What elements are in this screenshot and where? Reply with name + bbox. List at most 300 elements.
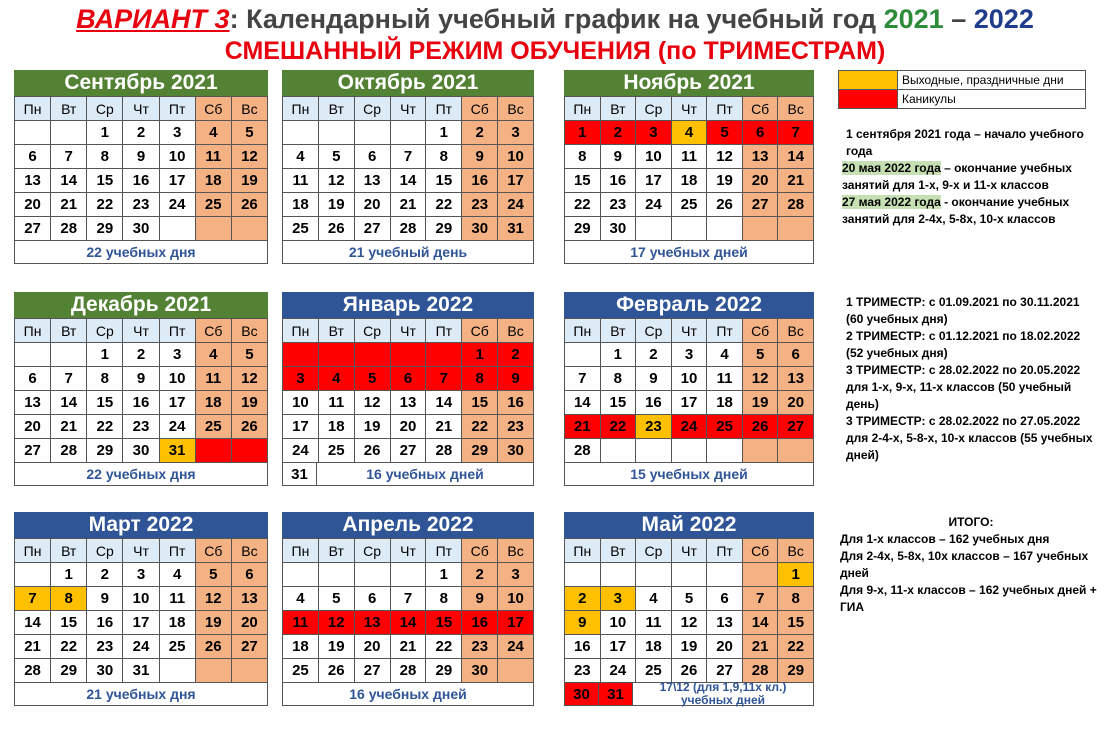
month-days [282,96,534,241]
legend-swatch-vacation [839,90,898,108]
day-cell: 15 [426,169,462,193]
trimester-3b: 3 ТРИМЕСТР: с 28.02.2022 по 27.05.2022 для 2-4-х, 5-8-х, 10-х классов (55 учебных дней) [846,414,1093,462]
day-cell: 5 [672,587,708,611]
day-cell: 25 [707,415,743,439]
weekday-header: Сб [462,97,498,121]
weekday-header: Вт [319,319,355,343]
day-cell: 19 [232,169,268,193]
month-footer [564,463,814,486]
day-cell: 1 [426,563,462,587]
day-cell: 7 [391,145,427,169]
title-text: Календарный учебный график на учебный год [246,4,877,34]
day-cell: 8 [565,145,601,169]
day-cell: 7 [391,587,427,611]
day-cell: 14 [51,391,87,415]
day-cell: 30 [87,659,123,683]
study-days-count: 16 учебных дней [349,686,467,702]
weekday-header: Ср [355,319,391,343]
day-cell: 18 [707,391,743,415]
day-cell: 29 [87,217,123,241]
day-cell: 31 [123,659,159,683]
day-cell: 5 [319,587,355,611]
day-cell: 17 [160,391,196,415]
day-cell: 31 [498,217,534,241]
year-end: 2022 [973,4,1034,34]
day-cell: 4 [283,587,319,611]
day-cell: 20 [15,415,51,439]
weekday-header: Вс [778,319,814,343]
day-cell: 15 [462,391,498,415]
weekday-header: Вт [319,539,355,563]
page-title: ВАРИАНТ 3: Календарный учебный график на учебный год 2021 – 2022 [76,4,1034,34]
day-cell: 3 [601,587,637,611]
month-footer [282,463,534,486]
day-cell: 6 [15,367,51,391]
day-cell: 28 [51,217,87,241]
day-cell: 11 [196,145,232,169]
day-cell: 15 [87,391,123,415]
day-cell: 17 [636,169,672,193]
weekday-header: Вс [498,319,534,343]
day-cell: 15 [601,391,637,415]
day-cell: 26 [232,415,268,439]
day-cell: 3 [636,121,672,145]
month-days [564,538,814,683]
day-cell [498,659,534,683]
day-cell: 24 [123,635,159,659]
month-footer [14,241,268,264]
day-cell [232,217,268,241]
day-cell [636,563,672,587]
day-cell [391,121,427,145]
day-cell: 31 [160,439,196,463]
day-cell: 31 [599,683,633,705]
day-cell: 29 [87,439,123,463]
day-cell: 9 [123,367,159,391]
day-cell: 3 [160,121,196,145]
weekday-header: Сб [462,319,498,343]
day-cell: 26 [232,193,268,217]
month-days [282,318,534,463]
month-footer [282,241,534,264]
day-cell: 2 [87,563,123,587]
legend-swatch-holiday [839,71,898,89]
day-cell: 5 [232,121,268,145]
day-cell: 4 [283,145,319,169]
month-2 [282,70,534,264]
weekday-header: Ср [355,539,391,563]
weekday-header: Пн [15,319,51,343]
weekday-header: Вт [601,539,637,563]
day-cell: 5 [319,145,355,169]
day-cell: 10 [160,145,196,169]
weekday-header: Вт [51,319,87,343]
day-cell: 19 [707,169,743,193]
day-cell: 13 [15,391,51,415]
day-cell: 16 [636,391,672,415]
day-cell: 25 [283,659,319,683]
day-cell: 21 [391,193,427,217]
day-cell: 16 [498,391,534,415]
day-cell: 3 [283,367,319,391]
day-cell: 21 [15,635,51,659]
day-cell: 11 [707,367,743,391]
day-cell: 13 [743,145,779,169]
day-cell: 10 [123,587,159,611]
day-cell: 19 [672,635,708,659]
day-cell [426,343,462,367]
day-cell [391,563,427,587]
month-title: Октябрь 2021 [282,70,534,96]
day-cell: 17 [601,635,637,659]
day-cell: 19 [196,611,232,635]
day-cell: 5 [707,121,743,145]
day-cell [196,659,232,683]
day-cell [319,563,355,587]
month-5 [282,292,534,486]
day-cell: 29 [462,439,498,463]
day-cell [778,217,814,241]
day-cell [565,343,601,367]
day-cell: 13 [355,611,391,635]
weekday-header: Сб [196,97,232,121]
day-cell: 20 [355,193,391,217]
day-cell: 20 [743,169,779,193]
day-cell: 8 [51,587,87,611]
day-cell: 18 [319,415,355,439]
month-7 [14,512,268,706]
day-cell: 16 [123,391,159,415]
day-cell: 27 [778,415,814,439]
note-end-2: 27 мая 2022 года - окончание учебных занятий для 2-4х, 5-8х, 10-х классов [842,195,1070,226]
study-days-count: 17 учебных дней [630,244,748,260]
weekday-header: Пт [707,97,743,121]
day-cell: 28 [51,439,87,463]
day-cell: 1 [601,343,637,367]
day-cell: 12 [319,611,355,635]
day-cell: 29 [778,659,814,683]
day-cell [672,439,708,463]
day-cell [51,343,87,367]
weekday-header: Чт [672,319,708,343]
totals-line: Для 2-4х, 5-8х, 10х классов – 167 учебных дней [840,549,1089,580]
day-cell: 7 [743,587,779,611]
weekday-header: Пн [283,97,319,121]
weekday-header: Вс [232,319,268,343]
day-cell: 10 [672,367,708,391]
day-cell: 6 [707,587,743,611]
day-cell: 6 [15,145,51,169]
day-cell: 4 [196,343,232,367]
day-cell: 13 [15,169,51,193]
page-subtitle: СМЕШАННЫЙ РЕЖИМ ОБУЧЕНИЯ (по ТРИМЕСТРАМ) [224,37,886,65]
day-cell [283,343,319,367]
weekday-header: Вс [498,539,534,563]
day-cell: 24 [160,193,196,217]
day-cell [565,563,601,587]
day-cell: 19 [319,635,355,659]
day-cell: 14 [743,611,779,635]
day-cell [743,563,779,587]
day-cell: 2 [123,343,159,367]
variant-label: ВАРИАНТ 3 [76,4,230,34]
month-title: Март 2022 [14,512,268,538]
day-cell: 25 [196,415,232,439]
day-cell: 13 [391,391,427,415]
day-cell: 21 [51,193,87,217]
day-cell: 30 [565,683,599,705]
day-cell: 25 [319,439,355,463]
day-cell: 16 [462,169,498,193]
day-cell: 27 [355,659,391,683]
day-cell: 14 [778,145,814,169]
day-cell: 15 [51,611,87,635]
day-cell: 16 [123,169,159,193]
day-cell: 28 [743,659,779,683]
day-cell: 8 [87,145,123,169]
month-1 [14,70,268,264]
weekday-header: Вт [601,97,637,121]
day-cell: 14 [51,169,87,193]
day-cell: 2 [123,121,159,145]
day-cell: 22 [462,415,498,439]
day-cell: 27 [15,439,51,463]
weekday-header: Чт [672,539,708,563]
day-cell: 13 [707,611,743,635]
weekday-header: Вт [51,539,87,563]
day-cell [15,121,51,145]
day-cell: 11 [636,611,672,635]
day-cell: 22 [601,415,637,439]
day-cell: 14 [391,611,427,635]
day-cell: 27 [743,193,779,217]
month-footer [564,680,814,707]
weekday-header: Пн [15,97,51,121]
month-title: Апрель 2022 [282,512,534,538]
day-cell: 23 [123,193,159,217]
day-cell: 26 [355,439,391,463]
day-cell: 27 [232,635,268,659]
day-cell: 30 [498,439,534,463]
weekday-header: Вт [319,97,355,121]
day-cell: 22 [778,635,814,659]
day-cell: 26 [196,635,232,659]
day-cell: 11 [160,587,196,611]
weekday-header: Пн [15,539,51,563]
weekday-header: Вс [778,97,814,121]
day-cell [319,121,355,145]
day-cell: 18 [196,391,232,415]
day-cell: 24 [601,659,637,683]
day-cell [160,659,196,683]
weekday-header: Чт [123,97,159,121]
day-cell: 8 [462,367,498,391]
day-cell: 21 [743,635,779,659]
weekday-header: Пт [160,97,196,121]
day-cell: 28 [565,439,601,463]
day-cell: 1 [87,121,123,145]
day-cell: 17 [123,611,159,635]
day-cell: 2 [498,343,534,367]
day-cell: 18 [283,635,319,659]
day-cell: 16 [87,611,123,635]
day-cell: 21 [778,169,814,193]
note-start: 1 сентября 2021 года – начало учебного года [846,127,1084,158]
year-start: 2021 [883,4,944,34]
day-cell: 27 [15,217,51,241]
day-cell: 11 [196,367,232,391]
day-cell: 30 [123,217,159,241]
day-cell: 5 [355,367,391,391]
day-cell [391,343,427,367]
trimester-1: 1 ТРИМЕСТР: с 01.09.2021 по 30.11.2021 (60 учебных дня) [846,295,1080,326]
day-cell [51,121,87,145]
day-cell: 1 [426,121,462,145]
day-cell: 7 [426,367,462,391]
day-cell: 24 [672,415,708,439]
day-cell: 21 [565,415,601,439]
day-cell: 7 [15,587,51,611]
weekday-header: Пн [565,97,601,121]
day-cell: 24 [498,193,534,217]
weekday-header: Чт [123,539,159,563]
day-cell: 17 [498,611,534,635]
day-cell [707,439,743,463]
day-cell: 9 [565,611,601,635]
day-cell: 15 [778,611,814,635]
weekday-header: Ср [87,319,123,343]
day-cell: 23 [462,193,498,217]
study-days-count: 15 учебных дней [630,466,748,482]
day-cell: 26 [707,193,743,217]
trimester-3a: 3 ТРИМЕСТР: с 28.02.2022 по 20.05.2022 для 1-х, 9-х, 11-х классов (50 учебный день) [846,363,1081,411]
day-cell [636,217,672,241]
day-cell: 10 [498,587,534,611]
weekday-header: Сб [196,319,232,343]
day-cell: 6 [743,121,779,145]
day-cell: 29 [426,217,462,241]
day-cell: 22 [87,415,123,439]
day-cell: 23 [462,635,498,659]
day-cell: 23 [636,415,672,439]
weekday-header: Сб [743,319,779,343]
trimesters [840,294,1100,464]
day-cell [355,563,391,587]
day-cell: 29 [51,659,87,683]
weekday-header: Сб [743,97,779,121]
weekday-header: Вт [601,319,637,343]
weekday-header: Ср [87,97,123,121]
weekday-header: Ср [636,539,672,563]
day-cell [672,217,708,241]
day-cell: 9 [498,367,534,391]
month-6 [564,292,814,486]
month-title: Сентябрь 2021 [14,70,268,96]
day-cell: 11 [672,145,708,169]
totals-heading: ИТОГО: [948,515,994,529]
day-cell: 7 [51,367,87,391]
month-days [14,318,268,463]
day-cell: 11 [319,391,355,415]
month-footer [14,463,268,486]
day-cell: 1 [565,121,601,145]
legend-label-holiday: Выходные, праздничные дни [902,73,1064,87]
day-cell: 14 [15,611,51,635]
day-cell: 20 [778,391,814,415]
weekday-header: Ср [636,319,672,343]
day-cell: 3 [498,121,534,145]
day-cell: 6 [355,145,391,169]
weekday-header: Вт [51,97,87,121]
day-cell: 13 [232,587,268,611]
day-cell: 16 [462,611,498,635]
day-cell: 22 [426,635,462,659]
day-cell: 4 [672,121,708,145]
day-cell: 17 [672,391,708,415]
day-cell: 18 [160,611,196,635]
day-cell: 19 [743,391,779,415]
day-cell: 7 [778,121,814,145]
day-cell: 5 [743,343,779,367]
day-cell: 28 [426,439,462,463]
day-cell: 23 [565,659,601,683]
day-cell: 1 [87,343,123,367]
month-4 [14,292,268,486]
study-days-count: 17\12 (для 1,9,11х кл.) учебных дней [659,680,787,707]
weekday-header: Пт [160,539,196,563]
day-cell: 26 [319,659,355,683]
weekday-header: Пн [283,539,319,563]
day-cell: 13 [355,169,391,193]
weekday-header: Чт [123,319,159,343]
day-cell: 21 [391,635,427,659]
day-cell: 12 [196,587,232,611]
day-cell: 10 [160,367,196,391]
day-cell: 26 [672,659,708,683]
day-cell [232,659,268,683]
day-cell: 28 [391,659,427,683]
weekday-header: Ср [87,539,123,563]
day-cell: 26 [319,217,355,241]
month-title: Декабрь 2021 [14,292,268,318]
day-cell [601,439,637,463]
day-cell: 12 [672,611,708,635]
day-cell [778,439,814,463]
day-cell [15,343,51,367]
weekday-header: Сб [196,539,232,563]
weekday-header: Чт [391,539,427,563]
day-cell [283,121,319,145]
weekday-header: Пт [707,319,743,343]
day-cell: 4 [196,121,232,145]
month-title: Февраль 2022 [564,292,814,318]
day-cell: 29 [426,659,462,683]
day-cell: 17 [160,169,196,193]
day-cell: 14 [565,391,601,415]
day-cell: 20 [391,415,427,439]
day-cell: 6 [232,563,268,587]
day-cell: 23 [123,415,159,439]
day-cell: 24 [160,415,196,439]
day-cell: 10 [601,611,637,635]
trimester-2: 2 ТРИМЕСТР: с 01.12.2021 по 18.02.2022 (52 учебных дня) [846,329,1081,360]
day-cell: 12 [707,145,743,169]
day-cell: 10 [636,145,672,169]
day-cell: 24 [636,193,672,217]
weekday-header: Ср [355,97,391,121]
notes-dates [842,126,1092,228]
day-cell: 5 [196,563,232,587]
